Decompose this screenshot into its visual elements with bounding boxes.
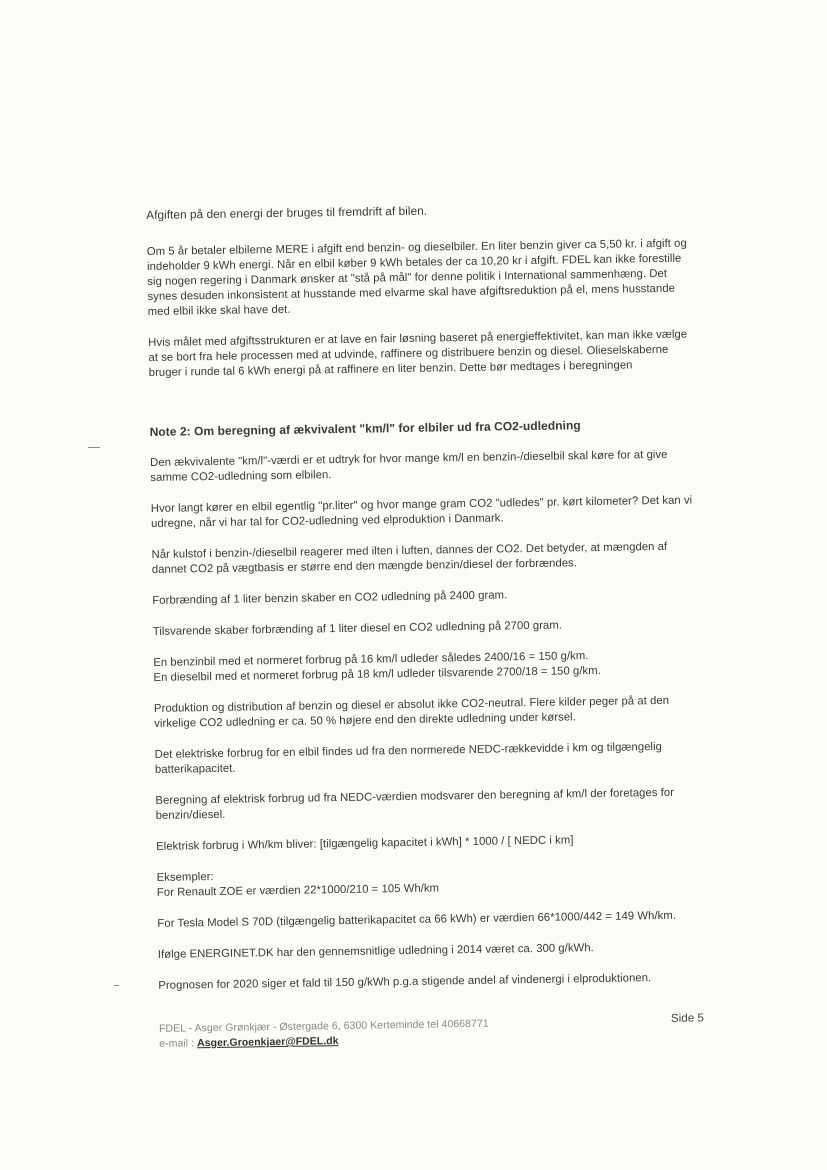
email-prefix: e-mail : <box>159 1037 198 1050</box>
formula-line: Elektrisk forbrug i Wh/km bliver: [tilgængelig kapacitet i kWh] * 1000 / [ NEDC i km] <box>156 834 574 853</box>
paragraph: Forbrænding af 1 liter benzin skaber en CO2 udledning på 2400 gram. <box>152 589 508 607</box>
paragraph: Hvis målet med afgiftsstrukturen er at lave en fair løsning baseret på energieffektivitet, kan man ikke vælge at se bort fra hele processen med at udvinde, raffinere og distribuere benzin og diesel. Olieselskaberne bruger i runde tal 6 kWh energi på at raffinere en liter benzin. Dette bør medtages i beregningen <box>148 328 688 379</box>
margin-mark <box>88 447 100 448</box>
paragraph: Den ækvivalente "km/l"-værdi er et udtryk for hvor mange km/l en benzin-/dieselbil skal køre for at give samme CO2-udledning som elbilen. <box>150 448 668 484</box>
example-line: For Renault ZOE er værdien 22*1000/210 = 105 Wh/km <box>156 882 440 899</box>
paragraph: Produktion og distribution af benzin og diesel er absolut ikke CO2-neutral. Flere kilder peger på at den virkelige CO2 udledning er ca. 50 % højere end den direkte udledning under kørsel. <box>153 694 670 730</box>
document-body <box>146 191 704 1051</box>
example-line: For Tesla Model S 70D (tilgængelig batterikapacitet ca 66 kWh) er værdien 66*1000/442 = 149 Wh/km. <box>157 909 677 930</box>
paragraph: Beregning af elektrisk forbrug ud fra NEDC-værdien modsvarer den beregning af km/l der foretages for benzin/diesel. <box>155 786 675 822</box>
page-number: Side 5 <box>670 1012 705 1025</box>
paragraph: Prognosen for 2020 siger et fald til 150 g/kWh p.g.a stigende andel af vindenergi i elproduktionen. <box>158 972 652 992</box>
email-link[interactable]: Asger.Groenkjaer@FDEL.dk <box>196 1035 339 1050</box>
footer-address: FDEL - Asger Grønkjær - Østergade 6, 6300 Kerteminde tel 40668771 <box>158 1017 489 1035</box>
note-title: Note 2: Om beregning af ækvivalent "km/l" for elbiler ud fra CO2-udledning <box>149 418 581 439</box>
paragraph: Ifølge ENERGINET.DK har den gennemsnitlige udledning i 2014 været ca. 300 g/kWh. <box>157 942 594 961</box>
paragraph: Når kulstof i benzin-/dieselbil reagerer med ilten i luften, dannes der CO2. Det betyder, at mængden af dannet CO2 på vægtbasis er større end den mængde benzin/diesel der forbrændes. <box>151 540 668 576</box>
paragraph: Om 5 år betaler elbilerne MERE i afgift end benzin- og dieselbiler. En liter benzin giver ca 5,50 kr. i afgift og indeholder 9 kWh energi. Når en elbil køber 9 kWh betales der ca 10,20 kr i afgift. FDEL kan ikke forestille sig nogen regering i Danmark ønsker at "stå på mål" for denne politik i International sammenhæng. Det synes desuden inkonsistent at husstande med elvarme skal have afgiftsreduktion på el, mens husstande med elbil ikke skal have det. <box>146 237 687 318</box>
calc-line: En dieselbil med et normeret forbrug på 18 km/l udleder tilsvarende 2700/18 = 150 g/km. <box>153 664 601 684</box>
paragraph: Hvor langt kører en elbil egentlig "pr.liter" og hvor mange gram CO2 "udledes" pr. kørt kilometer? Det kan vi udregne, når vi har tal for CO2-udledning ved elproduktion i Danmark. <box>150 494 693 530</box>
calc-line: En benzinbil med et normeret forbrug på 16 km/l udleder således 2400/16 = 150 g/km. <box>153 650 589 669</box>
margin-mark <box>114 985 119 986</box>
paragraph: Det elektriske forbrug for en elbil findes ud fra den normerede NEDC-rækkevidde i km og tilgængelig batterikapacitet. <box>154 740 663 776</box>
paragraph: Tilsvarende skaber forbrænding af 1 liter diesel en CO2 udledning på 2700 gram. <box>152 619 563 638</box>
section-heading: Afgiften på den energi der bruges til fremdrift af bilen. <box>146 203 428 222</box>
examples-label: Eksempler: <box>156 871 214 884</box>
page-footer <box>159 1013 704 1052</box>
